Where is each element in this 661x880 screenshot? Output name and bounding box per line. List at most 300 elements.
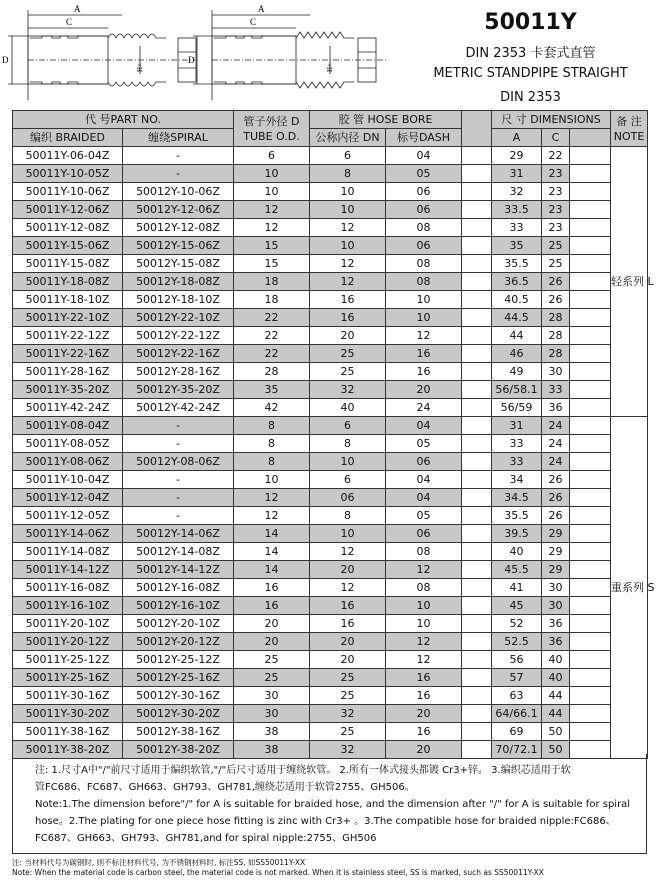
table-cell: 50011Y-20-12Z	[13, 633, 123, 651]
table-row	[13, 669, 648, 687]
table-cell-blank	[570, 147, 611, 165]
table-cell: 30	[542, 363, 570, 381]
table-cell: 50012Y-22-16Z	[123, 345, 234, 363]
table-row	[13, 291, 648, 309]
table-cell: 22	[234, 345, 310, 363]
table-cell: 06	[386, 237, 462, 255]
table-cell: 34.5	[492, 489, 542, 507]
table-cell-blank	[570, 453, 611, 471]
table-row	[13, 543, 648, 561]
table-cell: 6	[310, 417, 386, 435]
table-cell: 50012Y-25-12Z	[123, 651, 234, 669]
table-row	[13, 489, 648, 507]
table-cell: 44	[542, 687, 570, 705]
table-cell: 28	[542, 309, 570, 327]
table-row	[13, 435, 648, 453]
label-c-braided: C	[66, 17, 73, 27]
table-cell: 50011Y-06-04Z	[13, 147, 123, 165]
table-cell: 40	[542, 669, 570, 687]
header-part-no: 代 号PART NO.	[13, 111, 234, 129]
table-cell: -	[123, 489, 234, 507]
table-cell: 10	[310, 525, 386, 543]
table-cell: 39.5	[492, 525, 542, 543]
table-cell: -	[123, 471, 234, 489]
table-cell-blank	[462, 309, 492, 327]
label-hex-braided: H×	[136, 62, 144, 72]
table-cell: 12	[310, 219, 386, 237]
table-cell: 44.5	[492, 309, 542, 327]
table-row	[13, 183, 648, 201]
table-cell: 50011Y-12-06Z	[13, 201, 123, 219]
table-cell: 36	[542, 633, 570, 651]
table-cell: 40	[542, 651, 570, 669]
table-cell: 40.5	[492, 291, 542, 309]
table-cell-blank	[570, 327, 611, 345]
table-cell: 50011Y-08-05Z	[13, 435, 123, 453]
table-cell: 08	[386, 255, 462, 273]
table-cell: 06	[386, 183, 462, 201]
table-cell: 10	[386, 597, 462, 615]
table-cell: 20	[386, 705, 462, 723]
table-cell: 50012Y-30-16Z	[123, 687, 234, 705]
table-cell: 25	[234, 651, 310, 669]
footnote-cn: 注: 当材料代号为碳钢时, 则不标注材料代号, 为不锈钢材料时, 标注SS, 如SS50011Y-XX	[12, 858, 306, 867]
table-cell: 22	[234, 309, 310, 327]
header-note: 备 注 NOTE	[611, 111, 648, 147]
header-dimensions: 尺 寸 DIMENSIONS	[492, 111, 611, 129]
header-c: C	[542, 129, 570, 147]
table-cell: 12	[310, 543, 386, 561]
table-cell: 10	[310, 201, 386, 219]
table-cell: 36.5	[492, 273, 542, 291]
table-cell-blank	[570, 525, 611, 543]
table-cell: 28	[542, 345, 570, 363]
table-cell: 16	[310, 291, 386, 309]
table-cell: 50012Y-38-20Z	[123, 741, 234, 759]
table-cell: 33	[492, 435, 542, 453]
table-cell: 50011Y-16-10Z	[13, 597, 123, 615]
table-cell: 25	[310, 723, 386, 741]
table-cell: 50012Y-14-06Z	[123, 525, 234, 543]
table-cell: 50011Y-14-06Z	[13, 525, 123, 543]
table-cell: 25	[310, 669, 386, 687]
table-cell-blank	[570, 651, 611, 669]
label-a-spiral: A	[258, 4, 265, 14]
table-cell: 05	[386, 165, 462, 183]
table-cell: 12	[310, 273, 386, 291]
table-cell: 24	[542, 453, 570, 471]
table-cell: 50012Y-18-08Z	[123, 273, 234, 291]
table-cell-blank	[462, 489, 492, 507]
table-cell: 50011Y-08-04Z	[13, 417, 123, 435]
table-cell: 16	[234, 597, 310, 615]
table-cell: 23	[542, 201, 570, 219]
table-cell: 28	[234, 363, 310, 381]
table-cell: 50011Y-38-20Z	[13, 741, 123, 759]
table-cell: 32	[310, 381, 386, 399]
table-cell: 10	[310, 183, 386, 201]
table-cell: -	[123, 435, 234, 453]
footnote-en: Note: When the material code is carbon steel, the material code is not marked. When it is stainless steel, SS is marked, such as SS50011Y-XX	[12, 868, 544, 877]
table-cell: 15	[234, 255, 310, 273]
table-cell: 32	[310, 741, 386, 759]
table-cell-blank	[462, 237, 492, 255]
table-row	[13, 327, 648, 345]
table-cell-blank	[570, 705, 611, 723]
table-cell: 33	[492, 219, 542, 237]
table-row	[13, 201, 648, 219]
table-cell: 30	[234, 705, 310, 723]
table-cell: 44	[492, 327, 542, 345]
table-cell-blank	[462, 201, 492, 219]
table-row	[13, 705, 648, 723]
table-cell: 50011Y-15-06Z	[13, 237, 123, 255]
table-cell: 35	[492, 237, 542, 255]
table-cell: 23	[542, 219, 570, 237]
table-cell: 30	[542, 597, 570, 615]
table-cell: 50	[542, 741, 570, 759]
table-cell: 50012Y-12-08Z	[123, 219, 234, 237]
table-cell: 50011Y-42-24Z	[13, 399, 123, 417]
table-cell: 50012Y-16-08Z	[123, 579, 234, 597]
table-cell: 05	[386, 507, 462, 525]
table-cell: 12	[234, 219, 310, 237]
table-cell-blank	[462, 363, 492, 381]
table-cell: 50011Y-35-20Z	[13, 381, 123, 399]
table-cell: 50011Y-22-10Z	[13, 309, 123, 327]
table-cell: 12	[386, 651, 462, 669]
table-cell: 12	[234, 489, 310, 507]
table-cell: 12	[310, 579, 386, 597]
header-blank	[462, 111, 492, 147]
table-cell: 46	[492, 345, 542, 363]
table-cell: 20	[386, 741, 462, 759]
table-cell: 49	[492, 363, 542, 381]
table-cell-blank	[570, 381, 611, 399]
table-cell: 50011Y-10-04Z	[13, 471, 123, 489]
table-cell: 20	[234, 615, 310, 633]
table-cell-blank	[570, 633, 611, 651]
table-cell: 26	[542, 471, 570, 489]
table-cell: 50011Y-30-16Z	[13, 687, 123, 705]
standard-label: DIN 2353	[500, 90, 561, 105]
table-cell: 56	[492, 651, 542, 669]
table-cell-blank	[462, 435, 492, 453]
table-row	[13, 165, 648, 183]
table-cell-blank	[570, 219, 611, 237]
table-cell: 50012Y-30-20Z	[123, 705, 234, 723]
label-d-braided: D	[2, 55, 9, 65]
table-cell-blank	[570, 255, 611, 273]
table-cell-blank	[462, 633, 492, 651]
table-cell: 36	[542, 615, 570, 633]
table-cell: 12	[386, 327, 462, 345]
note-line: hose。2.The plating for one piece hose fitting is zinc with Cr3+ 。3.The compatible hose for braided nipple:FC686、	[35, 816, 616, 827]
table-cell: 52	[492, 615, 542, 633]
table-cell: 50012Y-12-06Z	[123, 201, 234, 219]
label-a-braided: A	[74, 4, 81, 14]
table-cell: 25	[542, 255, 570, 273]
table-cell: 20	[310, 651, 386, 669]
table-cell: 45	[492, 597, 542, 615]
table-cell-blank	[462, 597, 492, 615]
table-cell: -	[123, 417, 234, 435]
table-cell: 50012Y-14-12Z	[123, 561, 234, 579]
table-cell: 10	[234, 471, 310, 489]
spec-table-body	[13, 147, 655, 759]
model-title: 50011Y	[484, 10, 577, 35]
table-row	[13, 147, 648, 165]
table-cell: 8	[234, 417, 310, 435]
table-cell: 12	[234, 201, 310, 219]
table-cell: 50012Y-15-06Z	[123, 237, 234, 255]
table-cell-blank	[462, 651, 492, 669]
table-cell: 10	[386, 291, 462, 309]
table-row	[13, 399, 648, 417]
table-cell: 50012Y-10-06Z	[123, 183, 234, 201]
table-row	[13, 381, 648, 399]
table-cell-blank	[570, 183, 611, 201]
table-cell-blank	[570, 291, 611, 309]
table-cell-blank	[462, 453, 492, 471]
table-cell: 50011Y-18-08Z	[13, 273, 123, 291]
table-cell-blank	[570, 237, 611, 255]
table-cell-blank	[462, 183, 492, 201]
table-cell: 50011Y-12-08Z	[13, 219, 123, 237]
table-cell: 32	[492, 183, 542, 201]
table-cell: 50011Y-25-12Z	[13, 651, 123, 669]
table-cell: 29	[492, 147, 542, 165]
table-cell: -	[123, 507, 234, 525]
table-cell: 25	[310, 363, 386, 381]
table-cell: 50011Y-22-16Z	[13, 345, 123, 363]
table-cell: 56/59	[492, 399, 542, 417]
table-cell: 50012Y-16-10Z	[123, 597, 234, 615]
table-row	[13, 255, 648, 273]
table-cell: 26	[542, 507, 570, 525]
table-cell: 22	[542, 147, 570, 165]
table-cell-blank	[570, 399, 611, 417]
table-cell: 04	[386, 489, 462, 507]
table-cell: 50012Y-42-24Z	[123, 399, 234, 417]
braided-fitting-drawing	[8, 10, 196, 100]
table-row	[13, 525, 648, 543]
table-cell: 70/72.1	[492, 741, 542, 759]
header-tube-od: 管子外径 D TUBE O.D.	[234, 111, 310, 147]
table-cell: 08	[386, 579, 462, 597]
table-cell: 05	[386, 435, 462, 453]
table-cell: 38	[234, 741, 310, 759]
table-cell: 50011Y-28-16Z	[13, 363, 123, 381]
table-cell: 16	[386, 687, 462, 705]
table-cell: 12	[234, 507, 310, 525]
table-row	[13, 237, 648, 255]
note-line: FC687、GH663、GH793、GH781,and for spiral nipple:2755、GH506	[35, 833, 377, 844]
header-hose-bore: 胶 管 HOSE BORE	[310, 111, 462, 129]
table-cell-blank	[462, 543, 492, 561]
table-row	[13, 507, 648, 525]
table-cell: 20	[386, 381, 462, 399]
table-cell-blank	[570, 543, 611, 561]
table-cell-blank	[462, 705, 492, 723]
table-cell: 26	[542, 273, 570, 291]
table-cell: 50	[542, 723, 570, 741]
table-cell: 29	[542, 525, 570, 543]
table-cell: 16	[386, 723, 462, 741]
table-cell: 33	[542, 381, 570, 399]
table-cell-blank	[570, 597, 611, 615]
table-cell: 57	[492, 669, 542, 687]
table-cell: 24	[542, 417, 570, 435]
table-cell-blank	[570, 687, 611, 705]
table-cell: 6	[234, 147, 310, 165]
table-cell: 52.5	[492, 633, 542, 651]
table-cell-blank	[462, 669, 492, 687]
table-cell-blank	[462, 327, 492, 345]
table-cell: 50012Y-35-20Z	[123, 381, 234, 399]
table-cell: 63	[492, 687, 542, 705]
table-cell-blank	[570, 165, 611, 183]
table-cell: 44	[542, 705, 570, 723]
table-cell: 31	[492, 417, 542, 435]
table-cell-blank	[462, 381, 492, 399]
table-cell-blank	[462, 525, 492, 543]
table-cell: 50011Y-38-16Z	[13, 723, 123, 741]
note-line: 注: 1.尺寸A中"/"前尺寸适用于编织软管,"/"后尺寸适用于缠绕软管。 2.所有一体式接头都镀 Cr3+锌。 3.编织芯适用于软	[35, 765, 571, 776]
table-cell: 50011Y-25-16Z	[13, 669, 123, 687]
table-cell: 50012Y-15-08Z	[123, 255, 234, 273]
table-cell-blank	[570, 489, 611, 507]
table-row	[13, 723, 648, 741]
table-cell: 25	[542, 237, 570, 255]
table-row	[13, 309, 648, 327]
table-cell: 8	[234, 435, 310, 453]
table-cell: 32	[310, 705, 386, 723]
table-cell-blank	[570, 615, 611, 633]
header-dash: 标号DASH	[386, 129, 462, 147]
table-cell-blank	[570, 273, 611, 291]
table-cell: 16	[310, 615, 386, 633]
table-cell: 50012Y-38-16Z	[123, 723, 234, 741]
table-row	[13, 597, 648, 615]
table-cell-blank	[462, 399, 492, 417]
table-cell: 16	[310, 597, 386, 615]
table-cell: 50011Y-10-05Z	[13, 165, 123, 183]
table-cell-blank	[570, 201, 611, 219]
table-cell-blank	[570, 669, 611, 687]
table-cell-blank	[462, 273, 492, 291]
table-cell: 50011Y-12-04Z	[13, 489, 123, 507]
table-cell: 04	[386, 417, 462, 435]
table-cell: -	[123, 165, 234, 183]
table-cell: 25	[234, 669, 310, 687]
table-cell: 35.5	[492, 255, 542, 273]
table-cell: 10	[386, 309, 462, 327]
table-cell: 50011Y-10-06Z	[13, 183, 123, 201]
table-cell: 30	[234, 687, 310, 705]
table-cell-blank	[570, 561, 611, 579]
series-note: 重系列 S	[611, 417, 648, 759]
table-cell-blank	[570, 579, 611, 597]
table-cell-blank	[570, 363, 611, 381]
table-cell: 50011Y-16-08Z	[13, 579, 123, 597]
table-row	[13, 219, 648, 237]
table-cell-blank	[462, 579, 492, 597]
table-cell: 50012Y-22-12Z	[123, 327, 234, 345]
table-cell: 29	[542, 561, 570, 579]
table-cell: 28	[542, 327, 570, 345]
table-cell: 25	[310, 687, 386, 705]
table-cell-blank	[462, 615, 492, 633]
table-cell: 06	[386, 453, 462, 471]
table-cell: 8	[310, 165, 386, 183]
table-cell: 06	[386, 201, 462, 219]
table-cell: 50012Y-20-12Z	[123, 633, 234, 651]
table-cell: 14	[234, 561, 310, 579]
table-cell: 26	[542, 489, 570, 507]
table-cell: 40	[310, 399, 386, 417]
table-cell-blank	[462, 723, 492, 741]
table-row	[13, 345, 648, 363]
table-cell: 41	[492, 579, 542, 597]
table-cell: 50011Y-18-10Z	[13, 291, 123, 309]
table-cell: 16	[386, 345, 462, 363]
table-cell: 33	[492, 453, 542, 471]
table-cell: 06	[310, 489, 386, 507]
table-cell: 6	[310, 471, 386, 489]
table-row	[13, 633, 648, 651]
table-row	[13, 417, 648, 435]
table-cell-blank	[462, 147, 492, 165]
label-hex-spiral: H×	[326, 62, 334, 72]
table-cell: 36	[542, 399, 570, 417]
table-cell: 12	[310, 255, 386, 273]
table-cell: 08	[386, 543, 462, 561]
table-cell: 50011Y-15-08Z	[13, 255, 123, 273]
table-cell-blank	[462, 471, 492, 489]
table-row	[13, 471, 648, 489]
table-cell: 50011Y-08-06Z	[13, 453, 123, 471]
table-cell: 10	[234, 165, 310, 183]
table-cell: 16	[386, 363, 462, 381]
note-line: 管FC686、FC687、GH663、GH793、GH781,缠绕芯适用于软管2755、GH506。	[35, 782, 415, 793]
table-cell-blank	[462, 165, 492, 183]
header-spiral: 缠绕SPIRAL	[123, 129, 234, 147]
table-cell-blank	[570, 435, 611, 453]
table-cell: 30	[542, 579, 570, 597]
table-cell: 10	[386, 615, 462, 633]
table-cell: 50011Y-22-12Z	[13, 327, 123, 345]
table-cell: -	[123, 147, 234, 165]
table-cell: 16	[386, 669, 462, 687]
table-cell: 50011Y-20-10Z	[13, 615, 123, 633]
table-cell: 34	[492, 471, 542, 489]
table-cell: 8	[310, 507, 386, 525]
label-d-spiral: D	[188, 55, 195, 65]
table-cell-blank	[570, 471, 611, 489]
header-braided: 编织 BRAIDED	[13, 129, 123, 147]
table-cell: 50011Y-12-05Z	[13, 507, 123, 525]
header-a: A	[492, 129, 542, 147]
table-row	[13, 561, 648, 579]
table-cell-blank	[570, 345, 611, 363]
table-cell: 10	[234, 183, 310, 201]
table-cell: 20	[310, 633, 386, 651]
table-cell: 35.5	[492, 507, 542, 525]
table-cell: 40	[492, 543, 542, 561]
table-cell: 50012Y-20-10Z	[123, 615, 234, 633]
table-cell: 20	[310, 327, 386, 345]
